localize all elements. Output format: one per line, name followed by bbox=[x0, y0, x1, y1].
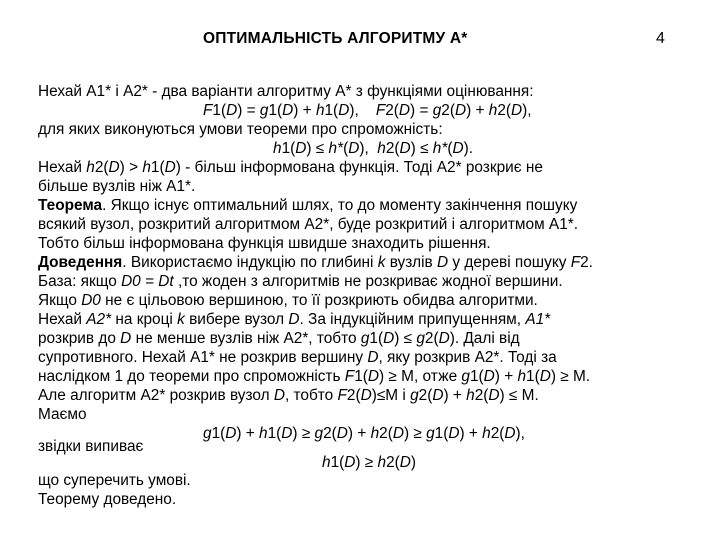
page-number: 4 bbox=[656, 30, 665, 47]
text-line-5: Нехай h2(D) > h1(D) - більш інформована функція. Тоді А2* розкриє не bbox=[38, 159, 543, 176]
proof-line: Доведення. Використаємо індукцію по глибині k вузлів D у дереві пошуку F2. bbox=[38, 254, 593, 271]
formula-definitions: F1(D) = g1(D) + h1(D), F2(D) = g2(D) + h2(D), bbox=[203, 102, 532, 119]
text-line-22: що суперечить умові. bbox=[38, 472, 191, 489]
slide-title: ОПТИМАЛЬНІСТЬ АЛГОРИТМУ А* bbox=[203, 30, 468, 47]
formula-chain: g1(D) + h1(D) ≥ g2(D) + h2(D) ≥ g1(D) + h2(D), bbox=[203, 425, 525, 442]
formula-conclusion: h1(D) ≥ h2(D) bbox=[322, 454, 417, 471]
text-line-11: База: якщо D0 = Dt ,то жоден з алгоритмів не розкриває жодної вершини. bbox=[38, 273, 563, 290]
text-line-20: звідки випиває bbox=[38, 438, 144, 455]
text-line-8: всякий вузол, розкритий алгоритмом А2*, буде розкритий і алгоритмом А1*. bbox=[38, 216, 579, 233]
theorem-line: Теорема. Якщо існує оптимальний шлях, то до моменту закінчення пошуку bbox=[38, 197, 578, 214]
text-line-12: Якщо D0 не є цільовою вершиною, то її розкриють обидва алгоритми. bbox=[38, 292, 538, 309]
text-line-16: наслідком 1 до теореми про спроможність F1(D) ≥ М, отже g1(D) + h1(D) ≥ М. bbox=[38, 368, 591, 385]
text-line-9: Тобто більш інформована функція швидше знаходить рішення. bbox=[38, 235, 491, 252]
text-line-1: Нехай А1* і А2* - два варіанти алгоритму А* з функціями оцінювання: bbox=[38, 83, 534, 100]
text-line-18: Маємо bbox=[38, 406, 87, 423]
formula-admissibility: h1(D) ≤ h*(D), h2(D) ≤ h*(D). bbox=[273, 140, 474, 157]
text-line-13: Нехай А2* на кроці k вибере вузол D. За індукційним припущенням, А1* bbox=[38, 311, 551, 328]
text-line-17: Але алгоритм А2* розкрив вузол D, тобто F2(D)≤М і g2(D) + h2(D) ≤ М. bbox=[38, 387, 539, 404]
text-line-14: розкрив до D не менше вузлів ніж А2*, тобто g1(D) ≤ g2(D). Далі від bbox=[38, 330, 520, 347]
text-line-15: супротивного. Нехай А1* не розкрив вершину D, яку розкрив А2*. Тоді за bbox=[38, 349, 557, 366]
text-line-23: Теорему доведено. bbox=[38, 491, 177, 508]
text-line-6: більше вузлів ніж А1*. bbox=[38, 178, 196, 195]
text-line-3: для яких виконуються умови теореми про спроможність: bbox=[38, 121, 443, 138]
